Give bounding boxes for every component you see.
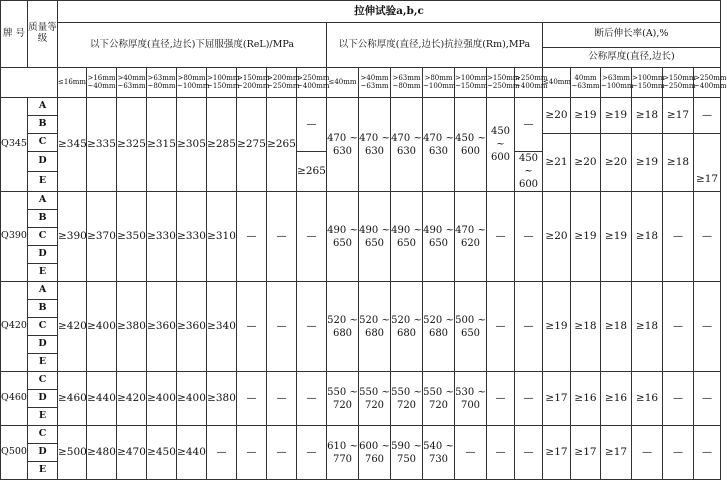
yield-strength-header: 以下公称厚度(直径,边长)下屈服强度(ReL)/MPa	[58, 23, 327, 68]
brand-header: 牌 号	[1, 1, 28, 68]
tensile-col: ≤40mm	[327, 68, 359, 98]
value-cell: ≥360	[147, 282, 177, 372]
value-cell: —	[515, 282, 543, 372]
value-cell: ≥20	[543, 192, 571, 282]
value-cell: 500 ~ 650	[455, 282, 487, 372]
grade-cell: C	[28, 372, 58, 390]
tensile-col: >100mm ~150mm	[455, 68, 487, 98]
value-cell: ≥480	[87, 426, 117, 480]
value-cell: —	[267, 372, 297, 426]
value-cell: —	[267, 192, 297, 282]
value-cell: ≥19	[571, 192, 601, 282]
grade-cell: E	[28, 408, 58, 426]
value-cell: 600 ~ 760	[359, 426, 391, 480]
grade-cell: D	[28, 152, 58, 172]
value-cell: 470 ~ 630	[391, 98, 423, 192]
grade-cell: D	[28, 444, 58, 462]
grade-cell: E	[28, 264, 58, 282]
value-cell: 490 ~ 650	[327, 192, 359, 282]
value-cell: ≥18	[632, 98, 663, 134]
brand-cell: Q500	[1, 426, 28, 480]
elong-col: >250mm ~400mm	[694, 68, 721, 98]
value-cell: —	[515, 192, 543, 282]
value-cell: ≥380	[117, 282, 147, 372]
value-cell: 540 ~ 730	[423, 426, 455, 480]
value-cell: 490 ~ 650	[391, 192, 423, 282]
value-cell: ≥460	[58, 372, 87, 426]
value-cell: —	[663, 282, 694, 372]
yield-col: >80mm ~100mm	[177, 68, 207, 98]
yield-col: >63mm ~80mm	[147, 68, 177, 98]
value-cell: —	[515, 372, 543, 426]
tensile-strength-header: 以下公称厚度(直径,边长)抗拉强度(Rm),MPa	[327, 23, 543, 68]
value-cell: ≥325	[117, 98, 147, 192]
value-cell: ≥17	[543, 372, 571, 426]
value-cell: ≥16	[632, 372, 663, 426]
value-cell: ≥18	[632, 192, 663, 282]
value-cell: ≥360	[177, 282, 207, 372]
value-cell: —	[694, 426, 721, 480]
tensile-col: >150mm ~250mm	[487, 68, 515, 98]
value-cell: —	[694, 98, 721, 134]
value-cell: ≥400	[147, 372, 177, 426]
grade-cell: B	[28, 116, 58, 134]
value-cell: ≥19	[601, 98, 632, 134]
value-cell: 490 ~ 650	[359, 192, 391, 282]
value-cell: ≥265	[267, 98, 297, 192]
value-cell: ≥18	[663, 134, 694, 192]
value-cell: ≥440	[87, 372, 117, 426]
value-cell: 450 ~ 600	[487, 98, 515, 192]
value-cell: —	[663, 372, 694, 426]
value-cell: —	[694, 192, 721, 282]
value-cell: ≥450	[147, 426, 177, 480]
grade-cell: E	[28, 354, 58, 372]
value-cell: 520 ~ 680	[327, 282, 359, 372]
value-cell: —	[267, 426, 297, 480]
value-cell: —	[694, 372, 721, 426]
elongation-header: 断后伸长率(A),%	[543, 23, 721, 48]
grade-cell: A	[28, 192, 58, 210]
value-cell: —	[237, 282, 267, 372]
grade-cell: C	[28, 426, 58, 444]
elong-col: ≤40mm	[543, 68, 571, 98]
value-cell: 610 ~ 770	[327, 426, 359, 480]
value-cell: ≥19	[601, 192, 632, 282]
yield-col: >16mm ~40mm	[87, 68, 117, 98]
value-cell: ≥500	[58, 426, 87, 480]
grade-cell: D	[28, 246, 58, 264]
brand-cell: Q390	[1, 192, 28, 282]
elong-col: >63mm ~100mm	[601, 68, 632, 98]
value-cell: ≥440	[177, 426, 207, 480]
value-cell: 470 ~ 630	[359, 98, 391, 192]
value-cell: —	[297, 282, 327, 372]
value-cell: ≥330	[147, 192, 177, 282]
value-cell: 470 ~ 630	[423, 98, 455, 192]
brand-cell: Q420	[1, 282, 28, 372]
value-cell: ≥420	[58, 282, 87, 372]
value-cell: —	[207, 426, 237, 480]
value-cell: —	[487, 372, 515, 426]
yield-col: >150mm ~200mm	[237, 68, 267, 98]
yield-col: >40mm ~63mm	[117, 68, 147, 98]
value-cell: ≥18	[632, 282, 663, 372]
value-cell: ≥17	[601, 426, 632, 480]
value-cell: ≥21	[543, 134, 571, 192]
value-cell: ≥315	[147, 98, 177, 192]
value-cell: 520 ~ 680	[359, 282, 391, 372]
value-cell: —	[237, 192, 267, 282]
value-cell: ≥19	[543, 282, 571, 372]
grade-cell: A	[28, 282, 58, 300]
yield-col: >250mm ~400mm	[297, 68, 327, 98]
value-cell: ≥345	[58, 98, 87, 192]
elong-col: >150mm ~250mm	[663, 68, 694, 98]
value-cell: 450 ~ 600	[515, 152, 543, 192]
value-cell: ≥17	[663, 98, 694, 134]
value-cell: 550 ~ 720	[423, 372, 455, 426]
tensile-col: >63mm ~80mm	[391, 68, 423, 98]
value-cell: ≥16	[601, 372, 632, 426]
value-cell: —	[297, 98, 327, 152]
value-cell: ≥380	[207, 372, 237, 426]
value-cell: ≥350	[117, 192, 147, 282]
value-cell: —	[297, 372, 327, 426]
value-cell: —	[515, 426, 543, 480]
elongation-subheader: 公称厚度(直径,边长)	[543, 47, 721, 67]
grade-cell: D	[28, 336, 58, 354]
value-cell: ≥19	[571, 98, 601, 134]
value-cell: —	[487, 426, 515, 480]
tensile-test-header: 拉伸试验a,b,c	[58, 1, 721, 23]
yield-col: >200mm ~250mm	[267, 68, 297, 98]
value-cell: 550 ~ 720	[391, 372, 423, 426]
value-cell: —	[455, 426, 487, 480]
value-cell: —	[515, 98, 543, 152]
value-cell: 550 ~ 720	[359, 372, 391, 426]
value-cell: ≥20	[601, 134, 632, 192]
grade-cell: E	[28, 462, 58, 480]
value-cell: —	[297, 426, 327, 480]
value-cell: ≥17	[571, 426, 601, 480]
value-cell: —	[237, 426, 267, 480]
value-cell: ≥17	[543, 426, 571, 480]
value-cell: ≥19	[632, 134, 663, 192]
value-cell: 490 ~ 650	[423, 192, 455, 282]
value-cell: ≥310	[207, 192, 237, 282]
grade-cell: C	[28, 318, 58, 336]
grade-cell: D	[28, 390, 58, 408]
value-cell: ≥340	[207, 282, 237, 372]
yield-col: >100mm ~150mm	[207, 68, 237, 98]
value-cell: ≥20	[571, 134, 601, 192]
value-cell: 590 ~ 750	[391, 426, 423, 480]
value-cell: ≥20	[543, 98, 571, 134]
tensile-col: >250mm ~400mm	[515, 68, 543, 98]
value-cell: —	[632, 426, 663, 480]
value-cell: —	[487, 282, 515, 372]
value-cell: ≥330	[177, 192, 207, 282]
grade-cell: E	[28, 172, 58, 192]
value-cell: 530 ~ 700	[455, 372, 487, 426]
value-cell: ≥18	[571, 282, 601, 372]
value-cell: ≥420	[117, 372, 147, 426]
grade-cell: B	[28, 210, 58, 228]
elong-col: >100mm ~150mm	[632, 68, 663, 98]
value-cell: —	[694, 282, 721, 372]
elong-col: 40mm ~63mm	[571, 68, 601, 98]
value-cell: ≥305	[177, 98, 207, 192]
tensile-col: >40mm ~63mm	[359, 68, 391, 98]
value-cell: ≥335	[87, 98, 117, 192]
value-cell: 520 ~ 680	[423, 282, 455, 372]
value-cell: ≥390	[58, 192, 87, 282]
value-cell: ≥16	[571, 372, 601, 426]
value-cell: —	[663, 192, 694, 282]
value-cell: ≥400	[177, 372, 207, 426]
grade-cell: B	[28, 300, 58, 318]
grade-cell: C	[28, 134, 58, 152]
yield-col: ≤16mm	[58, 68, 87, 98]
value-cell: 550 ~ 720	[327, 372, 359, 426]
brand-cell: Q345	[1, 98, 28, 192]
value-cell: ≥18	[601, 282, 632, 372]
value-cell: ≥285	[207, 98, 237, 192]
value-cell: 450 ~ 600	[455, 98, 487, 192]
brand-cell: Q460	[1, 372, 28, 426]
value-cell: ≥275	[237, 98, 267, 192]
value-cell: ≥265	[297, 152, 327, 192]
value-cell: 470 ~ 630	[327, 98, 359, 192]
value-cell: —	[297, 192, 327, 282]
value-cell: —	[237, 372, 267, 426]
value-cell: —	[267, 282, 297, 372]
grade-cell: C	[28, 228, 58, 246]
grade-cell: A	[28, 98, 58, 116]
value-cell: ≥17	[694, 134, 721, 192]
grade-header: 质量等级	[28, 1, 58, 68]
tensile-col: >80mm ~100mm	[423, 68, 455, 98]
value-cell: —	[663, 426, 694, 480]
value-cell: ≥400	[87, 282, 117, 372]
value-cell: 520 ~ 680	[391, 282, 423, 372]
value-cell: ≥370	[87, 192, 117, 282]
value-cell: 470 ~ 620	[455, 192, 487, 282]
value-cell: ≥470	[117, 426, 147, 480]
value-cell: —	[487, 192, 515, 282]
